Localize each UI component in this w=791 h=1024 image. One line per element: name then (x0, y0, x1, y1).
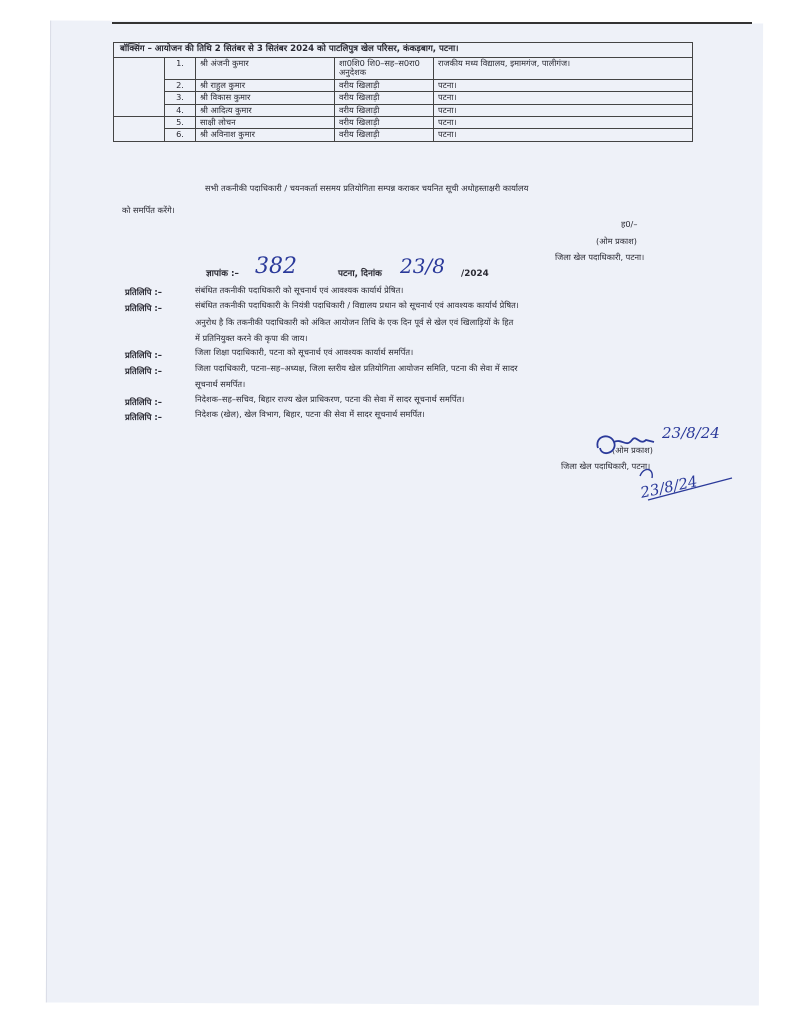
table-row: 3. श्री विकास कुमार वरीय खिलाड़ी पटना। (114, 92, 693, 104)
table-row: 6. श्री अविनाश कुमार वरीय खिलाड़ी पटना। (114, 129, 693, 141)
table-row: 1. श्री अंजनी कुमार शा0शि0 शि0–सह–स0रा0 अनुदेशक राजकीय मध्य विद्यालय, इमामगंज, पालीगंज। (114, 57, 693, 79)
sign2-designation: जिला खेल पदाधिकारी, पटना। (561, 461, 651, 471)
top-rule (112, 22, 752, 24)
sign1-name: (ओम प्रकाश) (596, 236, 637, 246)
copy-label: प्रतिलिपि :– (125, 366, 162, 376)
memo-year: /2024 (461, 269, 489, 279)
instruction-line-2: को समर्पित करेंगे। (122, 205, 175, 215)
event-title: बॉक्सिंग – आयोजन की तिथि 2 सितंबर से 3 सितंबर 2024 को पाटलिपुत्र खेल परिसर, कंकड़बाग, पटना। (114, 43, 693, 58)
copy-line: संबंधित तकनीकी पदाधिकारी के नियंत्री पदाधिकारी / विद्यालय प्रधान को सूचनार्थ एवं आवश्यक कार्यार्थ प्रेषित। (195, 300, 519, 310)
copy-line: संबंधित तकनीकी पदाधिकारी को सूचनार्थ एवं आवश्यक कार्यार्थ प्रेषित। (195, 285, 404, 295)
copy-line: जिला शिक्षा पदाधिकारी, पटना को सूचनार्थ एवं आवश्यक कार्यार्थ समर्पित। (195, 347, 414, 357)
sign1-mark: ह0/– (621, 219, 638, 229)
table-row: 2. श्री राहुल कुमार वरीय खिलाड़ी पटना। (114, 79, 693, 91)
memo-number: 382 (255, 254, 297, 279)
sign2-date-1: 23/8/24 (662, 424, 720, 442)
sign2-date-2: 23/8/24 (638, 472, 700, 502)
roster-table (113, 42, 693, 142)
copy-label: प्रतिलिपि :– (125, 412, 162, 422)
table-row: 4. श्री आदित्य कुमार वरीय खिलाड़ी पटना। (114, 104, 693, 116)
memo-prefix: ज्ञापांक :– (206, 269, 239, 279)
copy-line: जिला पदाधिकारी, पटना–सह–अध्यक्ष, जिला स्तरीय खेल प्रतियोगिता आयोजन समिति, पटना की सेवा में सादर (195, 363, 518, 373)
memo-date-hand: 23/8 (400, 254, 445, 278)
sign1-designation: जिला खेल पदाधिकारी, पटना। (555, 252, 645, 262)
copy-label: प्रतिलिपि :– (125, 287, 162, 297)
sign2-name: (ओम प्रकाश) (612, 445, 653, 455)
copy-label: प्रतिलिपि :– (125, 397, 162, 407)
copy-label: प्रतिलिपि :– (125, 303, 162, 313)
copy-line: निदेशक (खेल), खेल विभाग, बिहार, पटना की सेवा में सादर सूचनार्थ समर्पित। (195, 409, 425, 419)
table-row: 5. साक्षी लोचन वरीय खिलाड़ी पटना। (114, 116, 693, 128)
copy-line: अनुरोध है कि तकनीकी पदाधिकारी को अंकित आयोजन तिथि के एक दिन पूर्व से खेल एवं खिलाड़ियों के हित (195, 317, 514, 327)
copy-line: में प्रतिनियुक्त करने की कृपा की जाय। (195, 333, 308, 343)
memo-place-date: पटना, दिनांक (338, 269, 382, 279)
copy-line: निदेशक–सह–सचिव, बिहार राज्य खेल प्राधिकरण, पटना की सेवा में सादर सूचनार्थ समर्पित। (195, 394, 465, 404)
copy-line: सूचनार्थ समर्पित। (195, 379, 246, 389)
instruction-line-1: सभी तकनीकी पदाधिकारी / चयनकर्ता ससमय प्रतियोगिता सम्पन्न कराकर चयनित सूची अधोहस्ताक्षरी कार्यालय (205, 183, 529, 193)
copy-label: प्रतिलिपि :– (125, 350, 162, 360)
